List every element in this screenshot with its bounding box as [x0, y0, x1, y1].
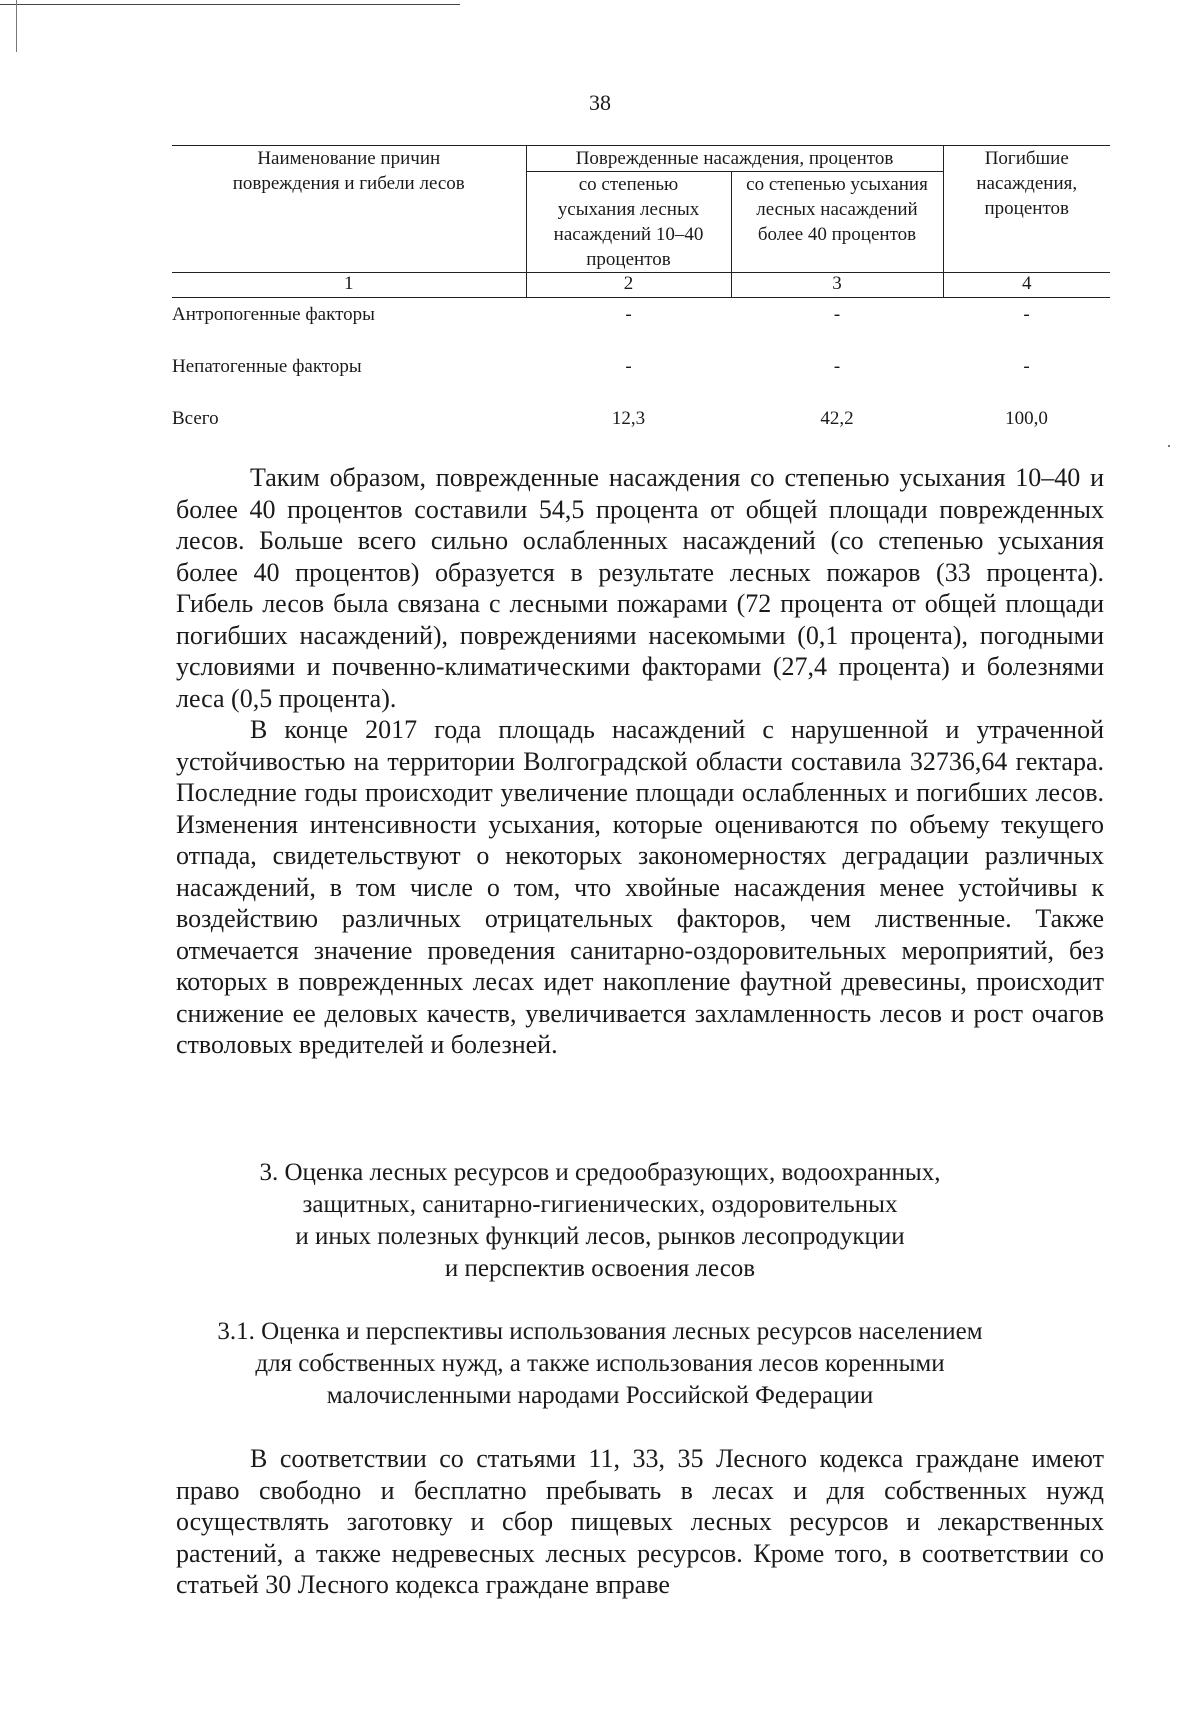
section-heading: [160, 1157, 1040, 1285]
subsection-heading-line: для собственных нужд, а также использования лесов коренными: [255, 1350, 945, 1377]
row-value-col3: -: [833, 304, 841, 325]
header-drying-10-40: со степенью усыхания лесных насаждений 10–40 процентов: [526, 172, 731, 273]
scan-top-rule: [0, 4, 460, 5]
subsection-heading: [160, 1316, 1040, 1412]
row-value-col4: 100,0: [1005, 408, 1048, 429]
row-value-col4: -: [1023, 356, 1030, 377]
section-heading-line: и иных полезных функций лесов, рынков лесопродукции: [295, 1223, 905, 1250]
section-heading-line: и перспектив освоения лесов: [444, 1255, 756, 1282]
row-value-col3: -: [833, 356, 841, 377]
header-damaged-group: Поврежденные насаждения, процентов: [526, 146, 943, 172]
table-row: [172, 350, 1110, 402]
row-value-col2: -: [625, 356, 632, 377]
table-row: [172, 402, 1110, 454]
row-name: Антропогенные факторы: [172, 304, 375, 325]
paragraph-forest-code: В соответствии со статьями 11, 33, 35 Лесного кодекса граждане имеют право свободно и бесплатно пребывать в лесах и для собственных нужд осуществлять заготовку и сбор пищевых лесных ресурсов и лекарственных растений, а также недревесных лесных ресурсов. Кроме того, в соответствии со статьей 30 Лесного кодекса граждане вправе: [176, 1444, 1104, 1599]
row-value-col2: -: [625, 304, 632, 325]
paragraph-stability-loss: В конце 2017 года площадь насаждений с нарушенной и утраченной устойчивостью на территории Волгоградской области составила 32736,64 гектара. Последние годы происходит увеличение площади ослабленных и погибших лесов. Изменения интенсивности усыхания, которые оцениваются по объему текущего отпада, свидетельствуют о некоторых закономерностях деградации различных насаждений, в том числе о том, что хвойные насаждения менее устойчивы к воздействию различных отрицательных факторов, чем лиственные. Также отмечается значение проведения санитарно-оздоровительных мероприятий, без которых в поврежденных лесах идет накопление фаутной древесины, происходит снижение ее деловых качеств, увеличивается захламленность лесов и рост очагов стволовых вредителей и болезней.: [176, 715, 1104, 1059]
column-number-4: 4: [943, 273, 1110, 298]
header-dead-stands: Погибшие насаждения, процентов: [943, 146, 1110, 273]
header-drying-over-40: со степенью усыхания лесных насаждений более 40 процентов: [731, 172, 943, 273]
subsection-heading-line: малочисленными народами Российской Федерации: [326, 1382, 874, 1409]
row-value-col3: 42,2: [820, 408, 854, 429]
column-number-2: 2: [526, 273, 731, 298]
scan-edge-mark: [1168, 445, 1170, 447]
body-text: [176, 462, 1104, 1061]
column-number-1: 1: [172, 273, 526, 298]
row-name: Всего: [172, 408, 219, 429]
header-cause-name: Наименование причин повреждения и гибели лесов: [172, 146, 526, 273]
row-name: Непатогенные факторы: [172, 356, 362, 377]
row-value-col4: -: [1023, 304, 1030, 325]
subsection-heading-line: 3.1. Оценка и перспективы использования лесных ресурсов населением: [217, 1318, 983, 1345]
damage-causes-table: [172, 145, 1110, 454]
paragraph-damage-summary: Таким образом, поврежденные насаждения со степенью усыхания 10–40 и более 40 процентов составили 54,5 процента от общей площади поврежденных лесов. Больше всего сильно ослабленных насаждений (со степенью усыхания более 40 процентов) образуется в результате лесных пожаров (33 процента). Гибель лесов была связана с лесными пожарами (72 процента от общей площади погибших насаждений), повреждениями насекомыми (0,1 процента), погодными условиями и почвенно-климатическими факторами (27,4 процента) и болезнями леса (0,5 процента).: [176, 463, 1104, 713]
column-number-3: 3: [731, 273, 943, 298]
row-value-col2: 12,3: [611, 408, 646, 429]
body-text-final: [176, 1443, 1104, 1601]
scan-edge-mark: [16, 0, 17, 52]
page-number: 38: [589, 90, 611, 115]
section-heading-line: защитных, санитарно-гигиенических, оздоровительных: [302, 1191, 898, 1218]
section-heading-line: 3. Оценка лесных ресурсов и средообразующих, водоохранных,: [259, 1159, 941, 1186]
table-row: [172, 298, 1110, 351]
